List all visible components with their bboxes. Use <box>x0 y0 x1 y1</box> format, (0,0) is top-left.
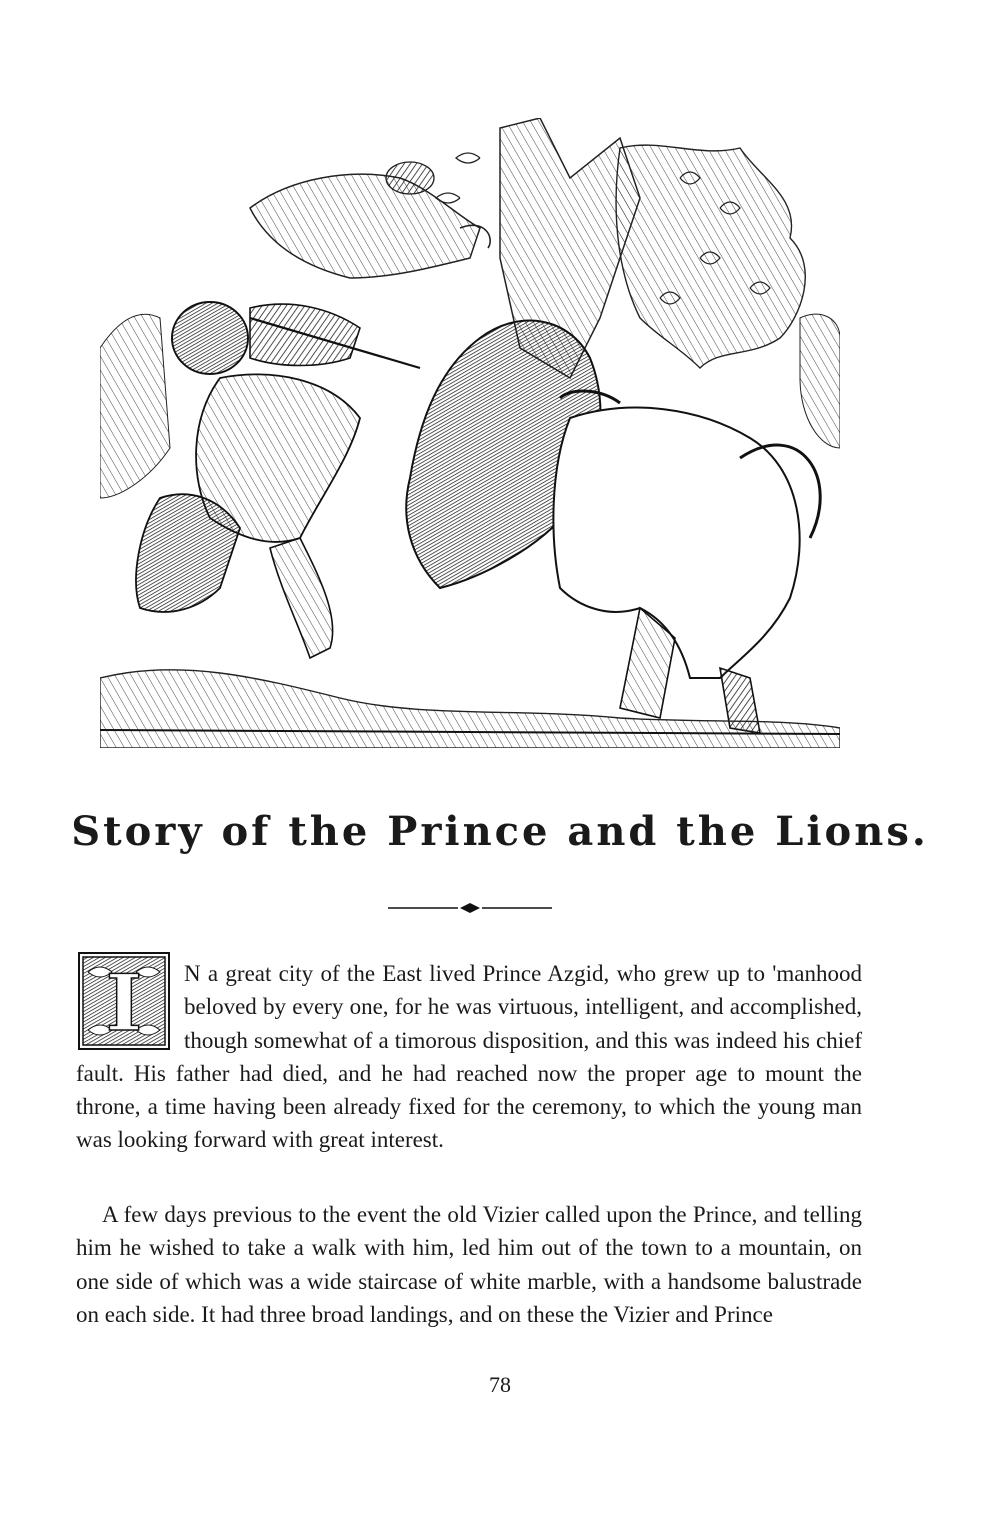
drop-cap-letter: I <box>105 958 143 1049</box>
title-ornament <box>380 898 560 918</box>
story-title: Story of the Prince and the Lions. <box>71 808 929 855</box>
lion-attack-illustration <box>100 118 840 748</box>
paragraph-1 <box>76 957 862 1157</box>
paragraph-1-text: N a great city of the East lived Prince Azgid, who grew up to 'manhood beloved by every one, for he was virtuous, intelligent, and accomplished, though somewhat of a timorous disposition, and this was indeed his chief fault. His father had died, and he had reached now the proper age to mount the throne, a time having been already fixed for the ceremony, to which the young man was looking forward with great interest. <box>76 961 862 1153</box>
paragraph-2: A few days previous to the event the old Vizier called upon the Prince, and telling him he wished to take a walk with him, led him out of the town to a mountain, on one side of which was a wide staircase of white marble, with a handsome balustrade on each side. It had three broad landings, and on these the Vizier and Prince <box>76 1202 862 1327</box>
page-number: 78 <box>489 1372 511 1397</box>
